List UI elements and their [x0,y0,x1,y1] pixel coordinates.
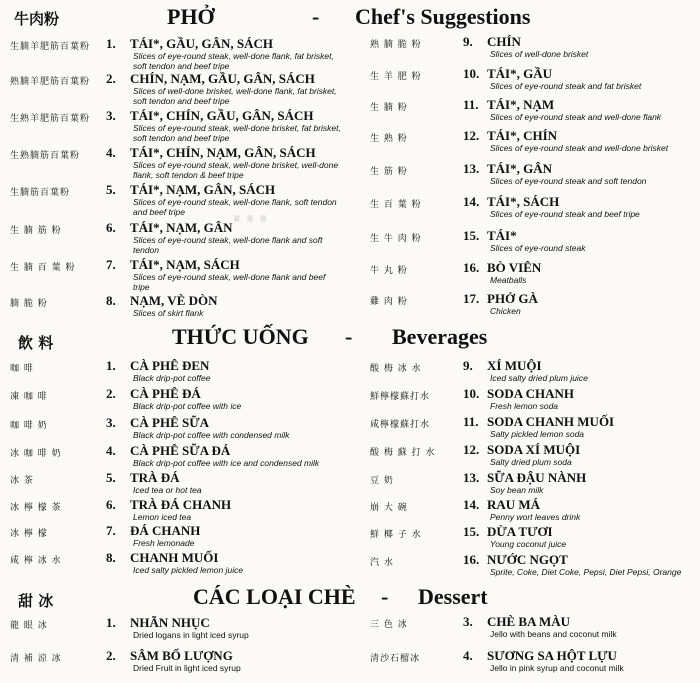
menu-item-chinese-name: 熟腩羊肥筋百葉粉 [10,77,91,87]
menu-item-number: 6. [106,220,116,235]
menu-item-number: 15. [463,228,480,243]
menu-item-chinese-name: 龍 眼 冰 [10,621,48,631]
menu-item-description: Black drip-pot coffee with ice and condensed milk [133,458,320,468]
menu-item-number: 10. [463,66,480,81]
menu-item-description: Slices of skirt flank [133,308,204,318]
menu-item-name: SÂM BỔ LƯỢNG [130,648,233,663]
menu-item-chinese-name: 腩 脆 粉 [10,299,48,309]
menu-item-name: CÀ PHÊ ĐEN [130,358,210,373]
menu-item-name: TÁI*, NẠM [487,97,555,112]
menu-item-description: Salty pickled lemon soda [490,429,585,439]
menu-item-name: SODA CHANH [487,386,575,401]
menu-item-name: ĐÁ CHANH [130,523,201,538]
menu-item-name: DỪA TƯƠI [487,524,553,539]
dessert-title-english: Dessert [418,584,488,609]
menu-item-number: 16. [463,552,480,567]
menu-item-chinese-name: 生 熟 粉 [370,134,408,144]
menu-item-name: TÁI*, GẦU, GÂN, SÁCH [130,36,274,51]
menu-item-number: 4. [106,443,116,458]
menu-item-name: SƯƠNG SA HỘT LỰU [487,648,617,663]
menu-item-name: BÒ VIÊN [487,260,542,275]
menu-item-description: Iced tea or hot tea [133,485,202,495]
menu-item-name: TÁI*, NẠM, SÁCH [130,257,240,272]
menu-item-number: 2. [106,71,116,86]
menu-item-description: Lemon iced tea [133,512,192,522]
menu-item-number: 12. [463,128,480,143]
menu-item-number: 14. [463,497,480,512]
menu-item-description: Black drip-pot coffee with ice [133,401,242,411]
menu-item-number: 16. [463,260,480,275]
menu-item-chinese-name: 鮮 椰 子 水 [370,530,422,540]
menu-item-number: 9. [463,34,473,49]
menu-item-chinese-name: 生 腩 筋 粉 [10,226,62,236]
menu-item-chinese-name: 生腩筋百葉粉 [10,188,71,198]
beverages-title-english: Beverages [392,324,488,349]
menu-item-number: 13. [463,470,480,485]
menu-item-name: CHÍN, NẠM, GẦU, GÂN, SÁCH [130,71,315,86]
menu-item-name: XÍ MUỘI [487,358,542,373]
menu-item-description: Jello in pink syrup and coconut milk [490,663,624,673]
menu-item-name: RAU MÁ [487,497,541,512]
menu-item-number: 11. [463,414,479,429]
menu-item-name: CHÈ BA MÀU [487,614,571,629]
menu-item-chinese-name: 生 羊 肥 粉 [370,72,422,82]
menu-item-number: 2. [106,648,116,663]
menu-item-name: SỮA ĐẬU NÀNH [487,470,587,485]
menu-item-description: Meatballs [490,275,527,285]
menu-item-chinese-name: 冰 檸 檬 茶 [10,503,62,513]
menu-item-chinese-name: 鮮檸檬蘇打水 [370,392,431,402]
menu-item-number: 14. [463,194,480,209]
pho-title-dash: - [312,4,320,29]
menu-item-number: 2. [106,386,116,401]
menu-item-name: TÁI*, SÁCH [487,194,560,209]
menu-item-chinese-name: 生熟腩筋百葉粉 [10,151,81,161]
menu-item-number: 13. [463,161,480,176]
menu-item-chinese-name: 酸 梅 冰 水 [370,364,422,374]
menu-item-chinese-name: 咸檸檬蘇打水 [370,420,431,430]
menu-item-number: 4. [463,648,473,663]
menu-item-description: Soy bean milk [490,485,544,495]
menu-item-name: PHỞ GÀ [487,291,538,306]
menu-item-number: 3. [106,415,116,430]
menu-item-name: SODA CHANH MUỐI [487,414,615,429]
dessert-title-dash: - [381,584,389,609]
menu-item-name: TÁI*, CHÍN [487,128,558,143]
menu-item-name: TÁI* [487,228,517,243]
menu-item-number: 9. [463,358,473,373]
menu-item-description: Slices of eye-round steak, well-done flank, fat brisket, soft tendon and beef tripe [133,51,334,71]
menu-item-number: 8. [106,293,116,308]
menu-item-number: 3. [106,108,116,123]
menu-item-chinese-name: 牛 丸 粉 [370,266,408,276]
menu-item-description: Slices of well-done brisket, well-done flank, fat brisket, soft tendon and beef tripe [133,86,337,106]
menu-item-chinese-name: 熟 腩 脆 粉 [370,40,422,50]
menu-item-name: TÁI*, CHÍN, NẠM, GÂN, SÁCH [130,145,316,160]
menu-item-description: Black drip-pot coffee with condensed milk [133,430,290,440]
menu-item-number: 3. [463,614,473,629]
menu-item-description: Young coconut juice [490,539,567,549]
menu-item-chinese-name: 凍 咖 啡 [10,392,48,402]
pho-title-english: Chef's Suggestions [355,4,531,29]
pho-chinese-title: 牛肉粉 [14,10,60,28]
menu-item-name: TÁI*, NẠM, GÂN [130,220,233,235]
menu-item-chinese-name: 生腩羊肥筋百葉粉 [10,42,91,52]
menu-item-description: Slices of eye-round steak and well-done brisket [490,143,669,153]
menu-item-chinese-name: 生熟羊肥筋百葉粉 [10,114,91,124]
menu-item-description: Slices of eye-round steak and soft tendon [490,176,647,186]
menu-item-description: Slices of well-done brisket [490,49,589,59]
menu-item-chinese-name: 雞 肉 粉 [370,297,408,307]
menu-item-description: Sprite, Coke, Diet Coke, Pepsi, Diet Pepsi, Orange [490,567,682,577]
menu-item-description: Iced salty pickled lemon juice [133,565,244,575]
dessert-title-vietnamese: CÁC LOẠI CHÈ [193,584,356,609]
menu-item-name: SODA XÍ MUỘI [487,442,581,457]
menu-item-description: Slices of eye-round steak, well-done flank and soft tendon [133,235,323,255]
menu-item-name: CÀ PHÊ SỮA [130,415,209,430]
menu-item-number: 6. [106,497,116,512]
menu-item-description: Jello with beans and coconut milk [490,629,617,639]
menu-item-description: Chicken [490,306,521,316]
menu-item-chinese-name: 生 腩 粉 [370,103,408,113]
menu-item-description: Slices of eye-round steak, well-done brisket, well-done flank, soft tendon & beef tripe [133,160,339,180]
menu-item-name: CHANH MUỐI [130,550,219,565]
menu-item-number: 1. [106,36,116,51]
menu-item-name: TRÀ ĐÁ [130,470,180,485]
menu-item-chinese-name: 咖 啡 奶 [10,421,48,431]
menu-item-chinese-name: 豆 奶 [370,476,394,486]
menu-item-chinese-name: 汽 水 [370,558,394,568]
menu-item-number: 7. [106,257,116,272]
menu-item-description: Slices of eye-round steak, well-done brisket, fat brisket, soft tendon and beef tripe [133,123,341,143]
dessert-chinese-title: 甜 冰 [18,592,54,610]
menu-item-description: Slices of eye-round steak [490,243,586,253]
menu-item-number: 17. [463,291,480,306]
menu-item-description: Dried logans in light iced syrup [133,630,249,640]
menu-item-chinese-name: 生 百 葉 粉 [370,200,422,210]
menu-item-number: 11. [463,97,479,112]
menu-item-chinese-name: 生 筋 粉 [370,167,408,177]
menu-item-description: Fresh lemonade [133,538,195,548]
beverages-title-dash: - [345,324,353,349]
menu-item-description: Black drip-pot coffee [133,373,211,383]
pho-title-vietnamese: PHỞ [167,4,215,29]
watermark-mark: ⋯ [230,196,272,240]
beverages-chinese-title: 飲 料 [18,334,54,352]
menu-item-name: TÁI*, GẦU [487,66,553,81]
menu-item-chinese-name: 咸 檸 冰 水 [10,556,62,566]
menu-item-number: 10. [463,386,480,401]
menu-item-number: 1. [106,615,116,630]
menu-item-description: Slices of eye-round steak, well-done flank, soft tendon and beef tripe [133,197,337,217]
menu-item-name: CÀ PHÊ ĐÁ [130,386,201,401]
menu-item-chinese-name: 冰 檸 檬 [10,529,48,539]
menu-item-number: 8. [106,550,116,565]
menu-item-name: NHÃN NHỤC [130,615,210,630]
menu-item-description: Fresh lemon soda [490,401,559,411]
menu-item-name: NẠM, VÈ DÒN [130,293,218,308]
menu-item-description: Salty dried plum soda [490,457,572,467]
menu-item-description: Slices of eye-round steak and beef tripe [490,209,640,219]
menu-item-description: Iced salty dried plum juice [490,373,588,383]
menu-item-chinese-name: 咖 啡 [10,364,34,374]
menu-item-number: 12. [463,442,480,457]
menu-item-chinese-name: 生 牛 肉 粉 [370,234,422,244]
menu-item-description: Slices of eye-round steak and well-done flank [490,112,662,122]
menu-item-number: 7. [106,523,116,538]
menu-item-name: CHÍN [487,34,521,49]
menu-item-name: TÁI*, CHÍN, GẦU, GÂN, SÁCH [130,108,314,123]
menu-item-description: Slices of eye-round steak, well-done flank and beef tripe [133,272,326,292]
menu-item-chinese-name: 冰 茶 [10,476,34,486]
menu-item-chinese-name: 清 補 涼 冰 [10,654,62,664]
menu-item-name: TRÀ ĐÁ CHANH [130,497,232,512]
beverages-title-vietnamese: THỨC UỐNG [172,324,309,349]
menu-item-number: 1. [106,358,116,373]
menu-item-chinese-name: 崩 大 碗 [370,503,408,513]
menu-item-chinese-name: 酸 梅 蘇 打 水 [370,448,436,458]
menu-item-number: 5. [106,470,116,485]
menu-item-name: NƯỚC NGỌT [487,552,568,567]
menu-item-name: TÁI*, NẠM, GÂN, SÁCH [130,182,276,197]
menu-item-description: Penny wort leaves drink [490,512,581,522]
menu-item-name: TÁI*, GÂN [487,161,553,176]
menu-item-number: 4. [106,145,116,160]
menu-item-number: 15. [463,524,480,539]
menu-item-description: Dried Fruit in light iced syrup [133,663,241,673]
menu-item-number: 5. [106,182,116,197]
menu-item-chinese-name: 清沙石榴冰 [370,654,421,664]
menu-item-name: CÀ PHÊ SỮA ĐÁ [130,443,231,458]
menu-item-chinese-name: 冰 咖 啡 奶 [10,449,62,459]
menu-item-chinese-name: 三 色 冰 [370,620,408,630]
menu-item-description: Slices of eye-round steak and fat brisket [490,81,642,91]
menu-item-chinese-name: 生 腩 百 葉 粉 [10,263,76,273]
